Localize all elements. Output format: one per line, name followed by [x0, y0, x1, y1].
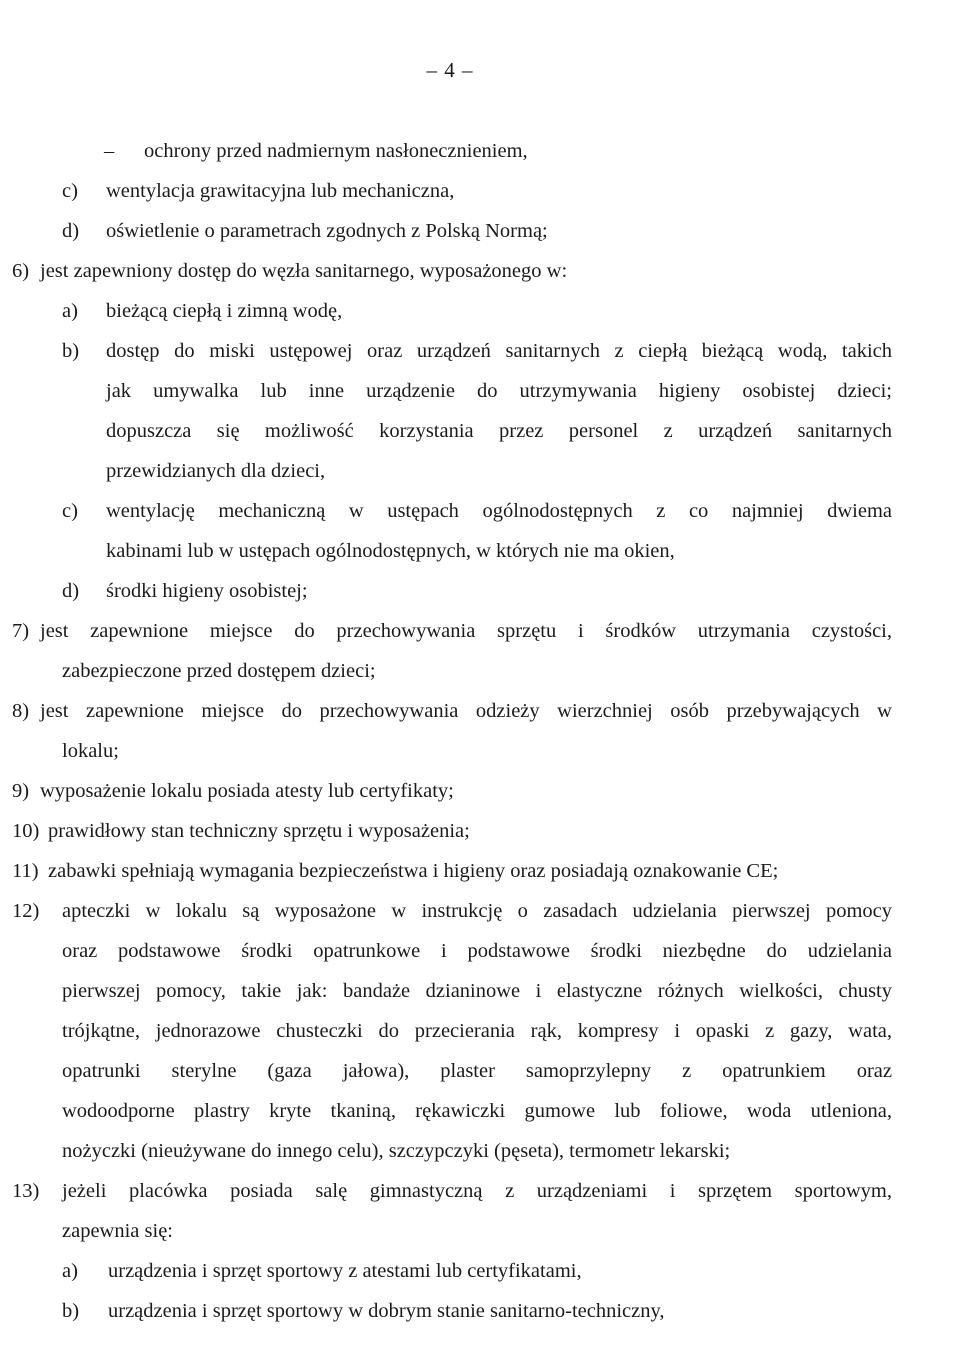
item-marker: c) [62, 180, 78, 202]
list-item [0, 457, 960, 497]
item-text: pierwszej pomocy, takie jak: bandaże dzianinowe i elastyczne różnych wielkości, chusty [62, 980, 892, 1002]
item-text: zapewnia się: [62, 1220, 173, 1242]
item-text: nożyczki (nieużywane do innego celu), szczypczyki (pęseta), termometr lekarski; [62, 1140, 731, 1162]
item-text: prawidłowy stan techniczny sprzętu i wyposażenia; [48, 820, 470, 842]
list-item [0, 537, 960, 577]
item-text: urządzenia i sprzęt sportowy z atestami lub certyfikatami, [108, 1260, 582, 1282]
item-text: wyposażenie lokalu posiada atesty lub certyfikaty; [40, 780, 454, 802]
list-item [0, 1097, 960, 1137]
list-item [0, 1257, 960, 1297]
item-text: kabinami lub w ustępach ogólnodostępnych, w których nie ma okien, [106, 540, 675, 562]
list-item [0, 777, 960, 817]
item-text: jest zapewnione miejsce do przechowywania odzieży wierzchniej osób przebywających w [40, 700, 892, 722]
item-marker: 7) [12, 620, 30, 642]
list-item [0, 1217, 960, 1257]
item-text: wodoodporne plastry kryte tkaniną, rękawiczki gumowe lub foliowe, woda utleniona, [62, 1100, 892, 1122]
item-text: zabawki spełniają wymagania bezpieczeństwa i higieny oraz posiadają oznakowanie CE; [48, 860, 779, 882]
item-marker: c) [62, 500, 78, 522]
list-item [0, 497, 960, 537]
item-text: opatrunki sterylne (gaza jałowa), plaster samoprzylepny z opatrunkiem oraz [62, 1060, 892, 1082]
item-text: trójkątne, jednorazowe chusteczki do przecierania rąk, kompresy i opaski z gazy, wata, [62, 1020, 892, 1042]
list-item [0, 1017, 960, 1057]
list-item [0, 897, 960, 937]
list-item [0, 1137, 960, 1177]
item-text: dostęp do miski ustępowej oraz urządzeń sanitarnych z ciepłą bieżącą wodą, takich [106, 340, 892, 362]
item-text: jeżeli placówka posiada salę gimnastyczną z urządzeniami i sprzętem sportowym, [62, 1180, 892, 1202]
item-marker: d) [62, 580, 80, 602]
item-text: lokalu; [62, 740, 119, 762]
document-body [0, 137, 960, 1337]
list-item [0, 737, 960, 777]
item-text: jest zapewniony dostęp do węzła sanitarnego, wyposażonego w: [40, 260, 568, 282]
item-marker: – [104, 140, 115, 162]
list-item [0, 257, 960, 297]
item-marker: a) [62, 300, 78, 322]
item-text: jest zapewnione miejsce do przechowywania sprzętu i środków utrzymania czystości, [40, 620, 892, 642]
list-item [0, 857, 960, 897]
item-marker: 9) [12, 780, 30, 802]
item-marker: 10) [12, 820, 40, 842]
item-text: wentylacja grawitacyjna lub mechaniczna, [106, 180, 455, 202]
item-marker: b) [62, 340, 80, 362]
item-marker: b) [62, 1300, 80, 1322]
list-item [0, 937, 960, 977]
item-text: przewidzianych dla dzieci, [106, 460, 326, 482]
list-item [0, 177, 960, 217]
item-text: oraz podstawowe środki opatrunkowe i podstawowe środki niezbędne do udzielania [62, 940, 892, 962]
item-marker: d) [62, 220, 80, 242]
item-marker: 11) [12, 860, 39, 882]
list-item [0, 217, 960, 257]
list-item [0, 337, 960, 377]
list-item [0, 1177, 960, 1217]
list-item [0, 297, 960, 337]
item-marker: 6) [12, 260, 30, 282]
item-marker: 8) [12, 700, 30, 722]
item-text: wentylację mechaniczną w ustępach ogólnodostępnych z co najmniej dwiema [106, 500, 892, 522]
list-item [0, 137, 960, 177]
list-item [0, 577, 960, 617]
item-text: ochrony przed nadmiernym nasłonecznieniem, [144, 140, 528, 162]
list-item [0, 697, 960, 737]
list-item [0, 377, 960, 417]
item-text: środki higieny osobistej; [106, 580, 308, 602]
item-text: jak umywalka lub inne urządzenie do utrzymywania higieny osobistej dzieci; [106, 380, 892, 402]
item-marker: a) [62, 1260, 78, 1282]
list-item [0, 817, 960, 857]
list-item [0, 417, 960, 457]
item-text: apteczki w lokalu są wyposażone w instrukcję o zasadach udzielania pierwszej pomocy [62, 900, 892, 922]
list-item [0, 657, 960, 697]
item-marker: 13) [12, 1180, 40, 1202]
list-item [0, 1297, 960, 1337]
item-marker: 12) [12, 900, 40, 922]
list-item [0, 1057, 960, 1097]
item-text: urządzenia i sprzęt sportowy w dobrym stanie sanitarno-techniczny, [108, 1300, 665, 1322]
list-item [0, 977, 960, 1017]
page-number: – 4 – [426, 58, 474, 82]
item-text: zabezpieczone przed dostępem dzieci; [62, 660, 376, 682]
item-text: bieżącą ciepłą i zimną wodę, [106, 300, 343, 322]
list-item [0, 617, 960, 657]
item-text: oświetlenie o parametrach zgodnych z Polską Normą; [106, 220, 548, 242]
item-text: dopuszcza się możliwość korzystania przez personel z urządzeń sanitarnych [106, 420, 892, 442]
